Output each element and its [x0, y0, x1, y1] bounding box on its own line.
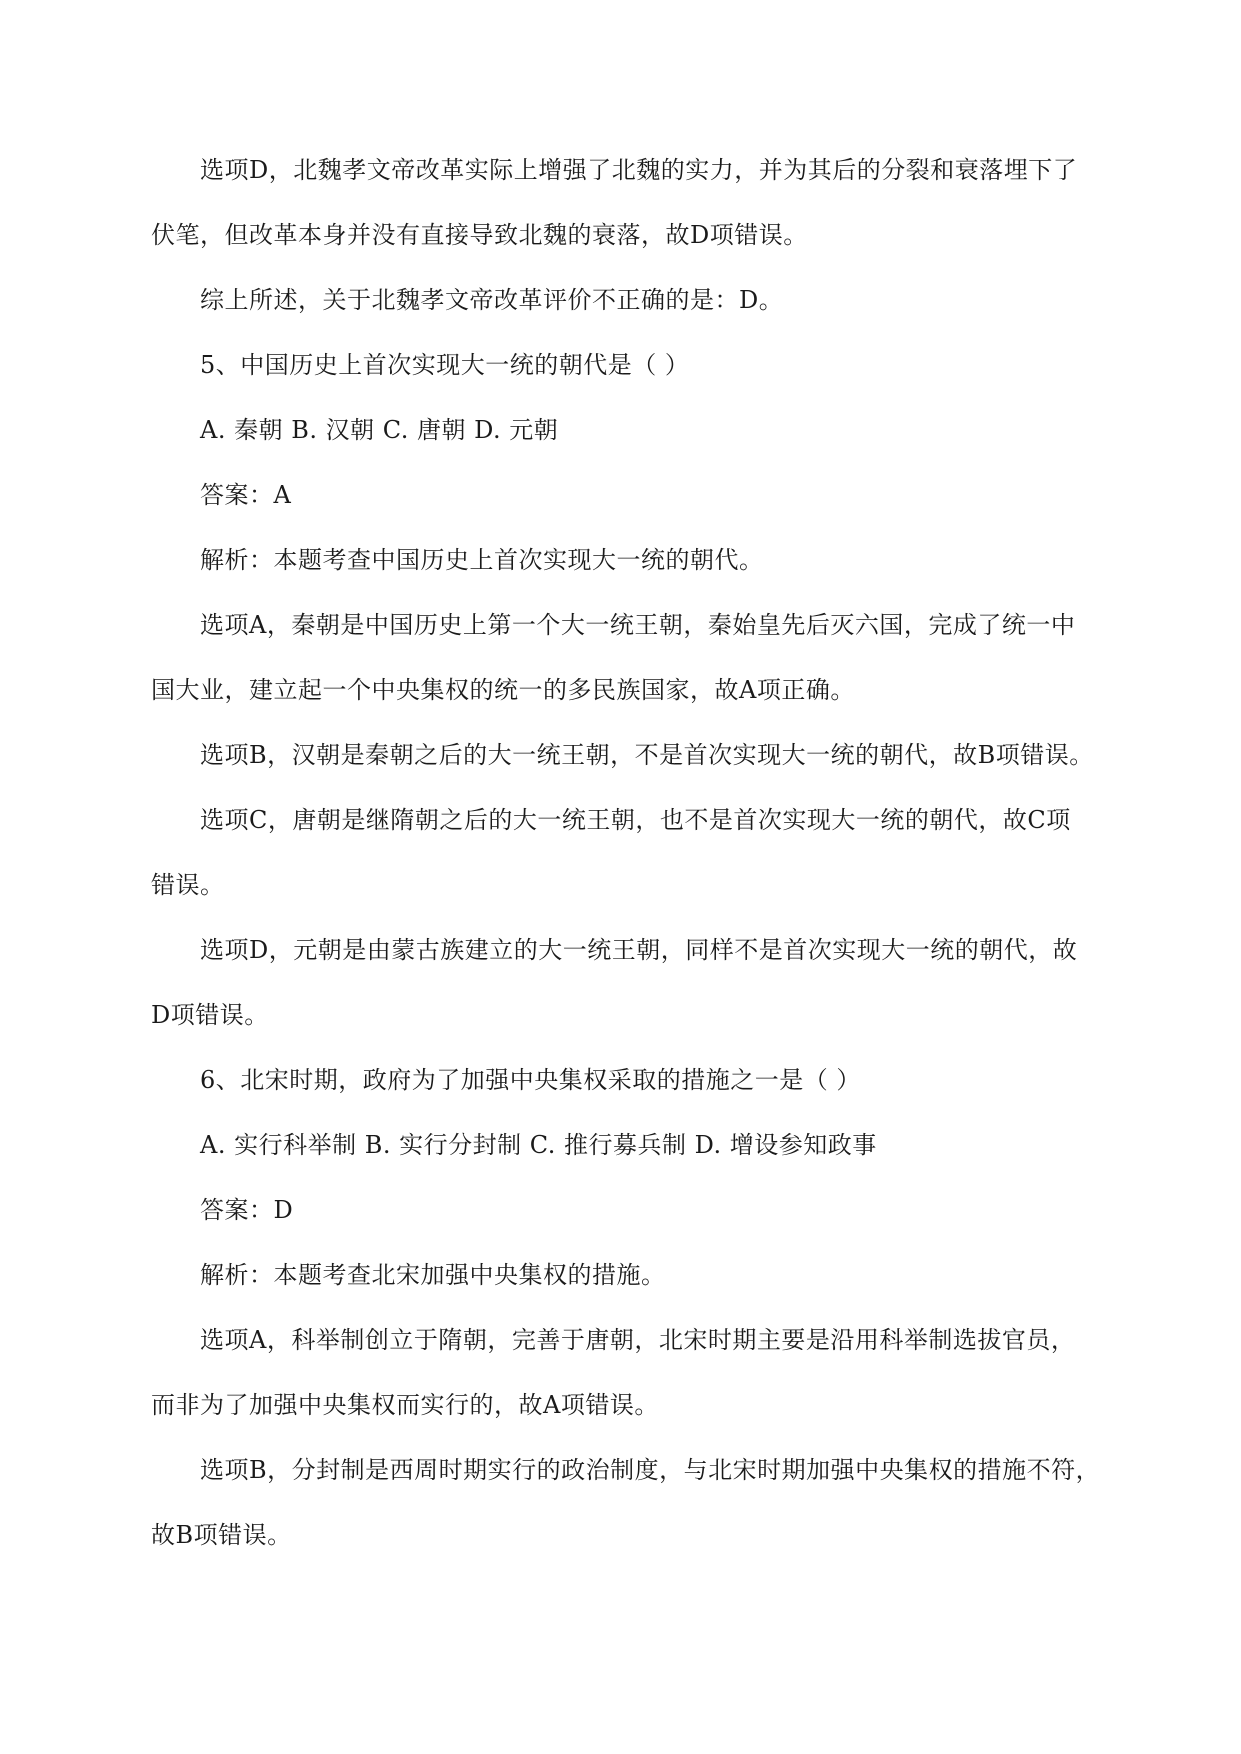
q5-answer: 答案：A	[200, 481, 292, 509]
q5-a-analysis-line-1: 选项A，秦朝是中国历史上第一个大一统王朝，秦始皇先后灭六国，完成了统一中	[200, 611, 1076, 639]
q6-explanation: 解析：本题考查北宋加强中央集权的措施。	[200, 1261, 666, 1289]
q6-question: 6、北宋时期，政府为了加强中央集权采取的措施之一是（ ）	[200, 1066, 861, 1094]
q6-b-analysis-line-2: 故B项错误。	[151, 1521, 292, 1549]
q5-a-analysis-line-2: 国大业，建立起一个中央集权的统一的多民族国家，故A项正确。	[151, 676, 855, 704]
q5-question: 5、中国历史上首次实现大一统的朝代是（ ）	[200, 351, 690, 379]
q6-b-analysis-line-1: 选项B，分封制是西周时期实行的政治制度，与北宋时期加强中央集权的措施不符，	[200, 1456, 1101, 1484]
document-body	[151, 138, 1111, 1568]
q5-d-analysis-line-2: D项错误。	[151, 1001, 269, 1029]
q6-options: A. 实行科举制 B. 实行分封制 C. 推行募兵制 D. 增设参知政事	[200, 1131, 877, 1159]
q5-options: A. 秦朝 B. 汉朝 C. 唐朝 D. 元朝	[200, 416, 559, 444]
q5-b-analysis: 选项B，汉朝是秦朝之后的大一统王朝，不是首次实现大一统的朝代，故B项错误。	[200, 741, 1094, 769]
q4-d-analysis-line-1: 选项D，北魏孝文帝改革实际上增强了北魏的实力，并为其后的分裂和衰落埋下了	[200, 156, 1078, 184]
q6-a-analysis-line-1: 选项A，科举制创立于隋朝，完善于唐朝，北宋时期主要是沿用科举制选拔官员，	[200, 1326, 1076, 1354]
q5-c-analysis-line-2: 错误。	[151, 871, 225, 899]
q5-c-analysis-line-1: 选项C，唐朝是继隋朝之后的大一统王朝，也不是首次实现大一统的朝代，故C项	[200, 806, 1071, 834]
q4-d-analysis-line-2: 伏笔，但改革本身并没有直接导致北魏的衰落，故D项错误。	[151, 221, 808, 249]
q6-answer: 答案：D	[200, 1196, 294, 1224]
q5-d-analysis-line-1: 选项D，元朝是由蒙古族建立的大一统王朝，同样不是首次实现大一统的朝代，故	[200, 936, 1078, 964]
q4-summary: 综上所述，关于北魏孝文帝改革评价不正确的是：D。	[200, 286, 784, 314]
q6-a-analysis-line-2: 而非为了加强中央集权而实行的，故A项错误。	[151, 1391, 659, 1419]
q5-explanation: 解析：本题考查中国历史上首次实现大一统的朝代。	[200, 546, 764, 574]
